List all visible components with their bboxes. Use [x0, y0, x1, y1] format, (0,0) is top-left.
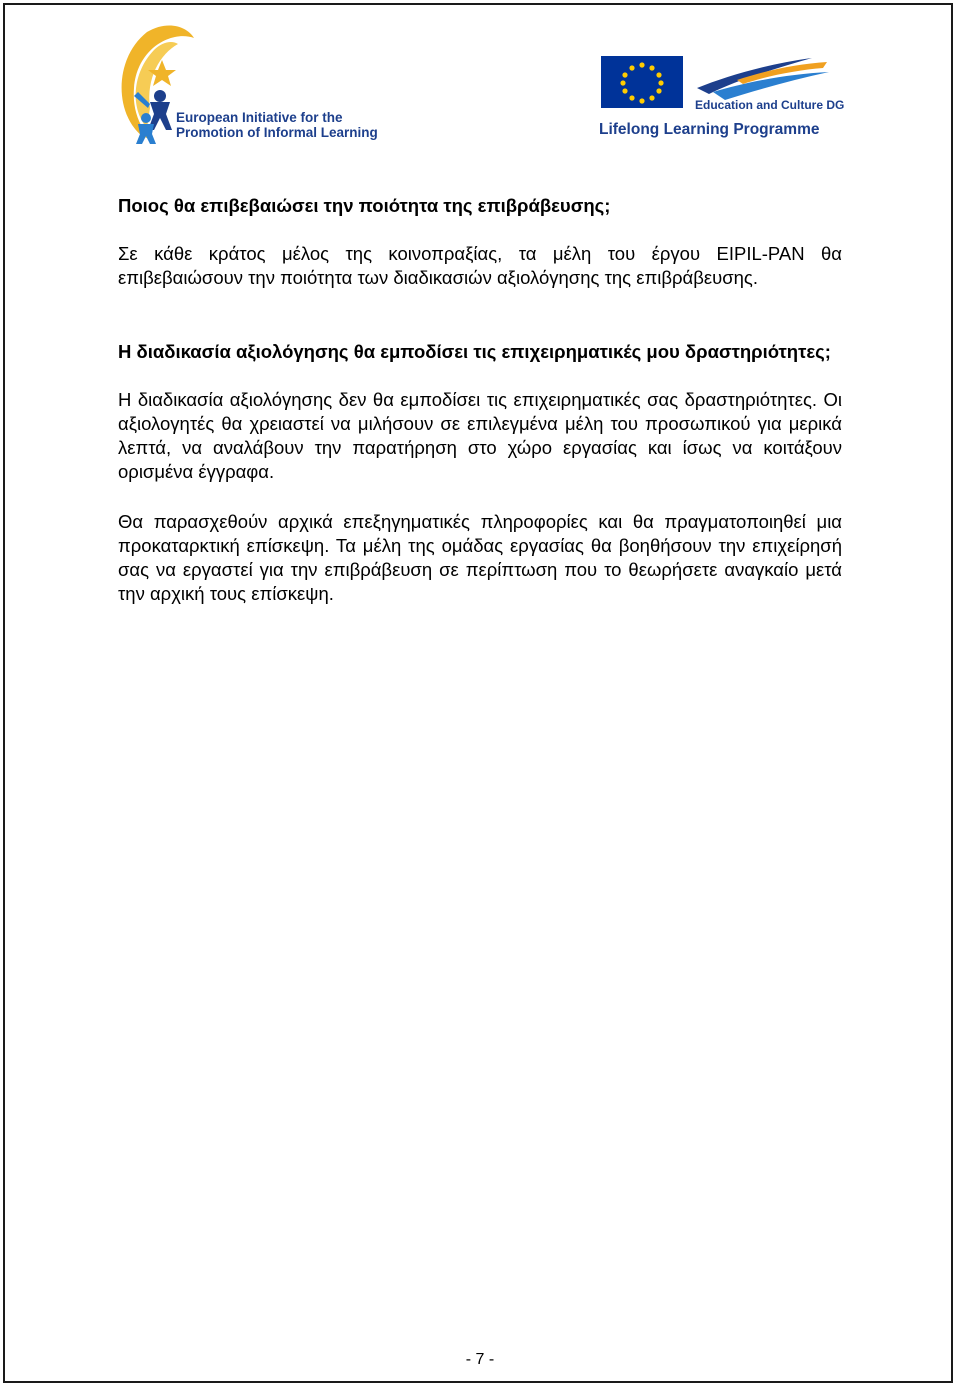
document-body	[118, 194, 842, 606]
logo-line-1: European Initiative for the	[176, 110, 343, 125]
llp-logo	[597, 48, 845, 148]
paragraph-quality: Σε κάθε κράτος μέλος της κοινοπραξίας, τα μέλη του έργου EIPIL-PAN θα επιβεβαιώσουν την ποιότητα των διαδικασιών αξιολόγησης της επιβράβευσης.	[118, 243, 842, 288]
dg-label: Education and Culture DG	[695, 98, 845, 112]
paragraph-business: Η διαδικασία αξιολόγησης δεν θα εμποδίσει τις επιχειρηματικές σας δραστηριότητες. Οι αξιολογητές θα χρειαστεί να μιλήσουν σε επιλεγμένα μέλη του προσωπικού για μερικά λεπτά, να αναλάβουν την παρατήρηση στο χώρο εργασίας και ίσως να κοιτάξουν ορισμένα έγγραφα.	[118, 389, 842, 482]
paragraph-visit: Θα παρασχεθούν αρχικά επεξηγηματικές πληροφορίες και θα πραγματοποιηθεί μια προκαταρκτική επίσκεψη. Τα μέλη της ομάδας εργασίας θα βοηθήσουν την επιχείρησή σας να εργαστεί για την επιβράβευση σε περίπτωση που το θεωρήσετε αναγκαίο μετά την αρχική τους επίσκεψη.	[118, 511, 842, 604]
logo-line-2: Promotion of Informal Learning	[176, 125, 378, 140]
eu-flag-icon	[601, 56, 683, 108]
programme-label: Lifelong Learning Programme	[599, 121, 820, 138]
swoosh-icon	[697, 58, 829, 100]
section-heading-business: Η διαδικασία αξιολόγησης θα εμποδίσει τις επιχειρηματικές μου δραστηριότητες;	[118, 341, 831, 362]
section-heading-quality: Ποιος θα επιβεβαιώσει την ποιότητα της επιβράβευσης;	[118, 195, 611, 216]
page-number: - 7 -	[465, 1351, 495, 1368]
eipil-logo	[112, 18, 378, 148]
